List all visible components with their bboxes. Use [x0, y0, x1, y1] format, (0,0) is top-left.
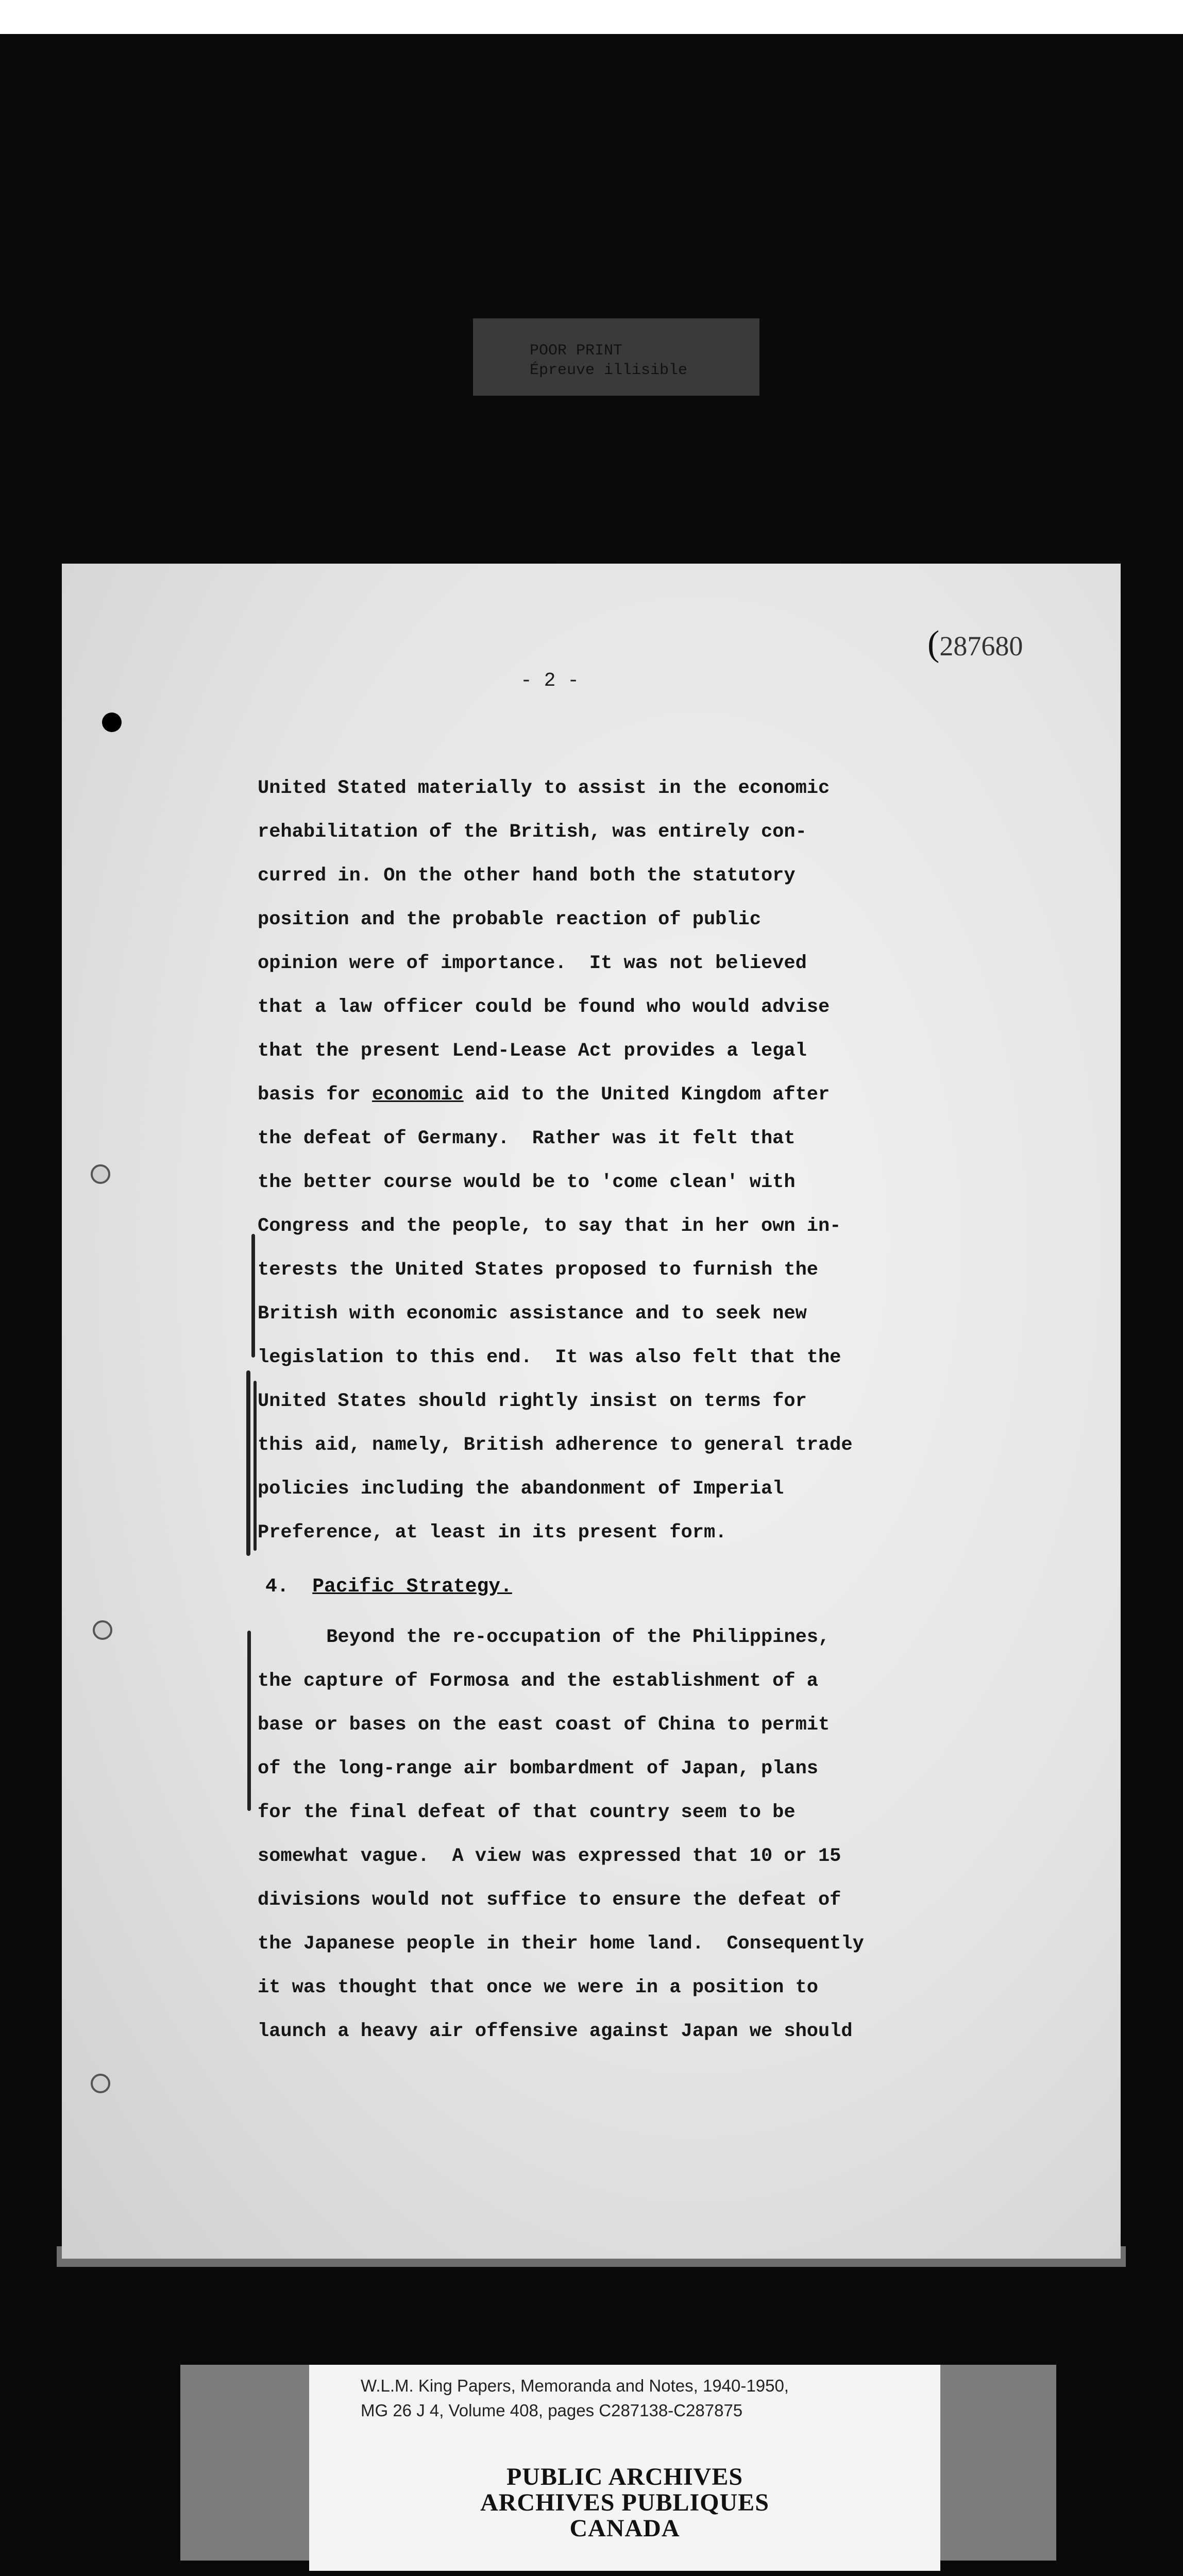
- archive-number: (287680: [927, 624, 1023, 664]
- text-line: launch a heavy air offensive against Japan we should: [258, 2021, 853, 2042]
- archives-country: CANADA: [569, 2515, 680, 2542]
- page-number: - 2 -: [520, 670, 580, 692]
- text-line: legislation to this end. It was also felt that the: [258, 1347, 841, 1368]
- punch-hole-ring: [91, 2074, 110, 2093]
- text-line: somewhat vague. A view was expressed that 10 or 15: [258, 1845, 841, 1867]
- text-line: curred in. On the other hand both the statutory: [258, 865, 796, 887]
- text-line: opinion were of importance. It was not believed: [258, 953, 807, 974]
- margin-bracket-mark: [246, 1370, 250, 1556]
- text-line: basis for economic aid to the United Kingdom after: [258, 1084, 830, 1106]
- text-line: United Stated materially to assist in the economic: [258, 777, 830, 799]
- archives-french: ARCHIVES PUBLIQUES: [480, 2489, 769, 2516]
- punch-hole-ring: [93, 1620, 112, 1640]
- text-line: for the final defeat of that country seem to be: [258, 1802, 796, 1823]
- credit-line-1: W.L.M. King Papers, Memoranda and Notes, 1940-1950,: [361, 2376, 789, 2395]
- text-line: Congress and the people, to say that in her own in-: [258, 1215, 841, 1237]
- text-line: rehabilitation of the British, was entirely con-: [258, 821, 807, 843]
- margin-bracket-mark: [254, 1381, 257, 1551]
- poor-print-stamp: [473, 318, 759, 396]
- text-line: the better course would be to 'come clean' with: [258, 1172, 796, 1193]
- text-line: policies including the abandonment of Imperial: [258, 1478, 784, 1500]
- text-line: base or bases on the east coast of China to permit: [258, 1714, 830, 1736]
- paragraph-1: [258, 767, 1005, 1555]
- text-line: that the present Lend-Lease Act provides a legal: [258, 1040, 807, 1062]
- text-line: the capture of Formosa and the establishment of a: [258, 1670, 818, 1692]
- text-line: the defeat of Germany. Rather was it felt that: [258, 1128, 796, 1149]
- text-line: terests the United States proposed to furnish the: [258, 1259, 818, 1281]
- text-line: British with economic assistance and to seek new: [258, 1303, 807, 1325]
- heading-title: Pacific Strategy.: [312, 1575, 512, 1598]
- margin-bracket-mark: [251, 1234, 255, 1358]
- punch-hole-dark: [102, 713, 122, 732]
- text-line: of the long-range air bombardment of Japan, plans: [258, 1758, 818, 1780]
- underlined-word: economic: [372, 1084, 464, 1106]
- text-line: position and the probable reaction of public: [258, 909, 761, 930]
- text-line: it was thought that once we were in a position to: [258, 1977, 818, 1998]
- stamp-line-1: POOR PRINT: [530, 342, 623, 360]
- section-heading: [265, 1575, 512, 1598]
- text-line: United States should rightly insist on terms for: [258, 1391, 807, 1412]
- credit-line-2: MG 26 J 4, Volume 408, pages C287138-C287875: [361, 2401, 743, 2420]
- paragraph-2: [258, 1616, 1005, 2054]
- text-line: that a law officer could be found who would advise: [258, 996, 830, 1018]
- heading-number: 4.: [265, 1575, 289, 1598]
- text-line: this aid, namely, British adherence to general trade: [258, 1434, 853, 1456]
- margin-bracket-mark: [247, 1631, 251, 1811]
- film-top-strip: [0, 0, 1183, 34]
- text-line: Beyond the re-occupation of the Philippines,: [258, 1626, 830, 1648]
- punch-hole-ring: [91, 1164, 110, 1184]
- text-line: divisions would not suffice to ensure the defeat of: [258, 1889, 841, 1911]
- text-line: Preference, at least in its present form.: [258, 1522, 727, 1544]
- stamp-line-2: Épreuve illisible: [530, 362, 688, 379]
- archives-english: PUBLIC ARCHIVES: [506, 2463, 743, 2490]
- text-line: the Japanese people in their home land. Consequently: [258, 1933, 864, 1955]
